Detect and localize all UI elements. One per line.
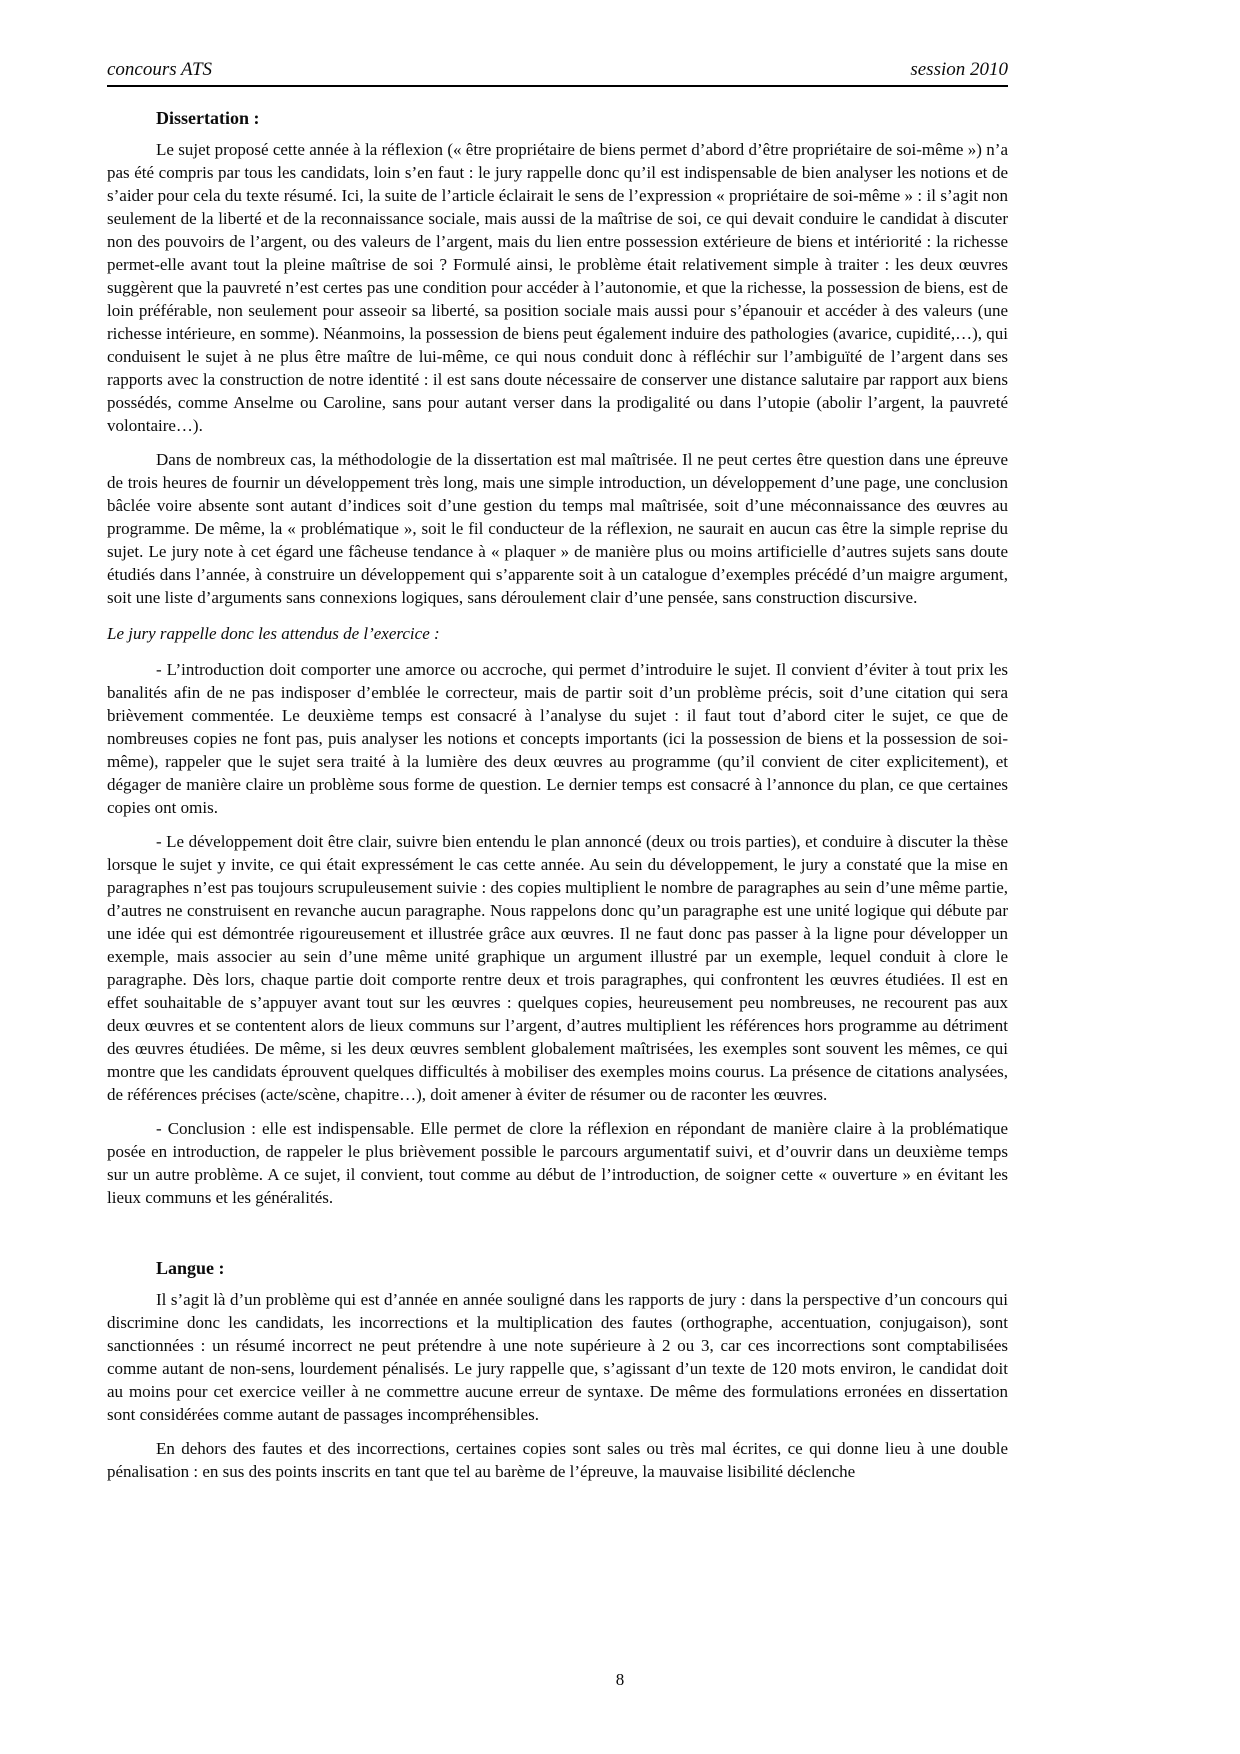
heading-dissertation: Dissertation : bbox=[156, 108, 260, 128]
page-number: 8 bbox=[615, 1670, 625, 1689]
document-content bbox=[107, 58, 1008, 1494]
paragraph-introduction-rule: - L’introduction doit comporter une amorce ou accroche, qui permet d’introduire le sujet. Il convient d’éviter à tout prix les banalités afin de ne pas indisposer d’emblée le correcteur, mais de partir soit d’un problème précis, soit d’une citation qui sera brièvement commentée. Le deuxième temps est consacré à l’analyse du sujet : il faut tout d’abord citer le sujet, ce que de nombreuses copies ne font pas, puis analyser les notions et concepts importants (ici la possession de biens et la possession de soi-même), rappeler que le sujet sera traité à la lumière des deux œuvres au programme (qu’il convient de citer explicitement), et dégager de manière claire un problème sous forme de question. Le dernier temps est consacré à l’annonce du plan, ce que certaines copies ont omis. bbox=[107, 660, 1008, 817]
paragraph-langue-2: En dehors des fautes et des incorrections, certaines copies sont sales ou très mal écrites, ce qui donne lieu à une double pénalisation : en sus des points inscrits en tant que tel au barème de l’épreuve, la mauvaise lisibilité déclenche bbox=[107, 1439, 1008, 1481]
paragraph-developpement-rule: - Le développement doit être clair, suivre bien entendu le plan annoncé (deux ou trois parties), et conduire à discuter la thèse lorsque le sujet y invite, ce qui était expressément le cas cette année. Au sein du développement, le jury a constaté que la mise en paragraphes n’est pas toujours scrupuleusement suivie : des copies multiplient le nombre de paragraphes au sein d’une même partie, d’autres ne construisent en revanche aucun paragraphe. Nous rappelons donc qu’un paragraphe est une unité logique qui débute par une idée qui est démontrée rigoureusement et illustrée grâce aux œuvres. Il ne faut donc pas passer à la ligne pour développer un exemple, mais associer au sein d’une même unité graphique un argument illustré par un exemple, lequel conduit à clore le paragraphe. Dès lors, chaque partie doit comporte rentre deux et trois paragraphes, qui confrontent les œuvres étudiées. Il est en effet souhaitable de s’appuyer avant tout sur les œuvres : quelques copies, heureusement peu nombreuses, ne recourent pas aux deux œuvres et se contentent alors de lieux communs sur l’argent, d’autres multiplient les références hors programme au détriment des œuvres étudiées. De même, si les deux œuvres semblent globalement maîtrisées, les exemples sont souvent les mêmes, ce qui montre que les candidats éprouvent quelques difficultés à mobiliser des exemples moins courus. La présence de citations analysées, de références précises (acte/scène, chapitre…), doit amener à éviter de résumer ou de raconter les œuvres. bbox=[107, 832, 1008, 1104]
header-rule bbox=[107, 85, 1008, 87]
paragraph-langue-1: Il s’agit là d’un problème qui est d’année en année souligné dans les rapports de jury : dans la perspective d’un concours qui discrimine donc les candidats, les incorrections et la multiplication des fautes (orthographe, accentuation, conjugaison), sont sanctionnées : un résumé incorrect ne peut prétendre à une note supérieure à 2 ou 3, car ces incorrections sont comptabilisées comme autant de non-sens, lourdement pénalisés. Le jury rappelle que, s’agissant d’un texte de 120 mots environ, le candidat doit au moins pour cet exercice veiller à ne commettre aucune erreur de syntaxe. De même des formulations erronées en dissertation sont considérées comme autant de passages incompréhensibles. bbox=[107, 1290, 1008, 1424]
heading-langue: Langue : bbox=[156, 1258, 225, 1278]
paragraph-dissertation-2: Dans de nombreux cas, la méthodologie de la dissertation est mal maîtrisée. Il ne peut certes être question dans une épreuve de trois heures de fournir un développement très long, mais une simple introduction, un développement d’une page, une conclusion bâclée voire absente sont autant d’indices soit d’une gestion du temps mal maîtrisée, soit d’une méconnaissance des œuvres au programme. De même, la « problématique », soit le fil conducteur de la réflexion, ne saurait en aucun cas être la simple reprise du sujet. Le jury note à cet égard une fâcheuse tendance à « plaquer » de manière plus ou moins artificielle d’autres sujets sans doute étudiés dans l’année, à construire un développement qui s’apparente soit à un catalogue d’exemples précédé d’un maigre argument, soit une liste d’arguments sans connexions logiques, sans déroulement clair d’une pensée, sans construction discursive. bbox=[107, 450, 1008, 607]
header-left-title: concours ATS bbox=[107, 59, 213, 80]
page-footer bbox=[0, 1670, 1240, 1690]
attendus-lead-line: Le jury rappelle donc les attendus de l’exercice : bbox=[107, 624, 440, 643]
paragraph-conclusion-rule: - Conclusion : elle est indispensable. Elle permet de clore la réflexion en répondant de manière claire à la problématique posée en introduction, de rappeler le plus brièvement possible le parcours argumentatif suivi, et d’ouvrir dans un deuxième temps sur un autre problème. A ce sujet, il convient, tout comme au début de l’introduction, de soigner cette « ouverture » en évitant les lieux communs et les généralités. bbox=[107, 1119, 1008, 1207]
paragraph-dissertation-1: Le sujet proposé cette année à la réflexion (« être propriétaire de biens permet d’abord d’être propriétaire de soi-même ») n’a pas été compris par tous les candidats, loin s’en faut : le jury rappelle donc qu’il est indispensable de bien analyser les notions et de s’aider pour cela du texte résumé. Ici, la suite de l’article éclairait le sens de l’expression « propriétaire de soi-même » : il s’agit non seulement de la liberté et de la reconnaissance sociale, mais aussi de la maîtrise de soi, ce qui devait conduire le candidat à discuter non des pouvoirs de l’argent, ou des valeurs de l’argent, mais du lien entre possession extérieure de biens et intériorité : la richesse permet-elle avant tout la pleine maîtrise de soi ? Formulé ainsi, le problème était relativement simple à traiter : les deux œuvres suggèrent que la pauvreté n’est certes pas une condition pour accéder à l’autonomie, et que la richesse, la possession de biens, est de loin préférable, non seulement pour asseoir sa liberté, sa position sociale mais aussi pour s’épanouir et accéder à des valeurs (une richesse intérieure, en somme). Néanmoins, la possession de biens peut également induire des pathologies (avarice, cupidité,…), qui conduisent le sujet à ne plus être maître de lui-même, ce qui nous conduit donc à réfléchir sur l’ambiguïté de l’argent dans ses rapports avec la construction de notre identité : il est sans doute nécessaire de conserver une distance salutaire par rapport aux biens possédés, comme Anselme ou Caroline, sans pour autant verser dans la prodigalité ou dans l’utopie (abolir l’argent, la pauvreté volontaire…). bbox=[107, 140, 1008, 435]
page-header bbox=[107, 58, 1008, 82]
header-right-session: session 2010 bbox=[910, 59, 1008, 80]
